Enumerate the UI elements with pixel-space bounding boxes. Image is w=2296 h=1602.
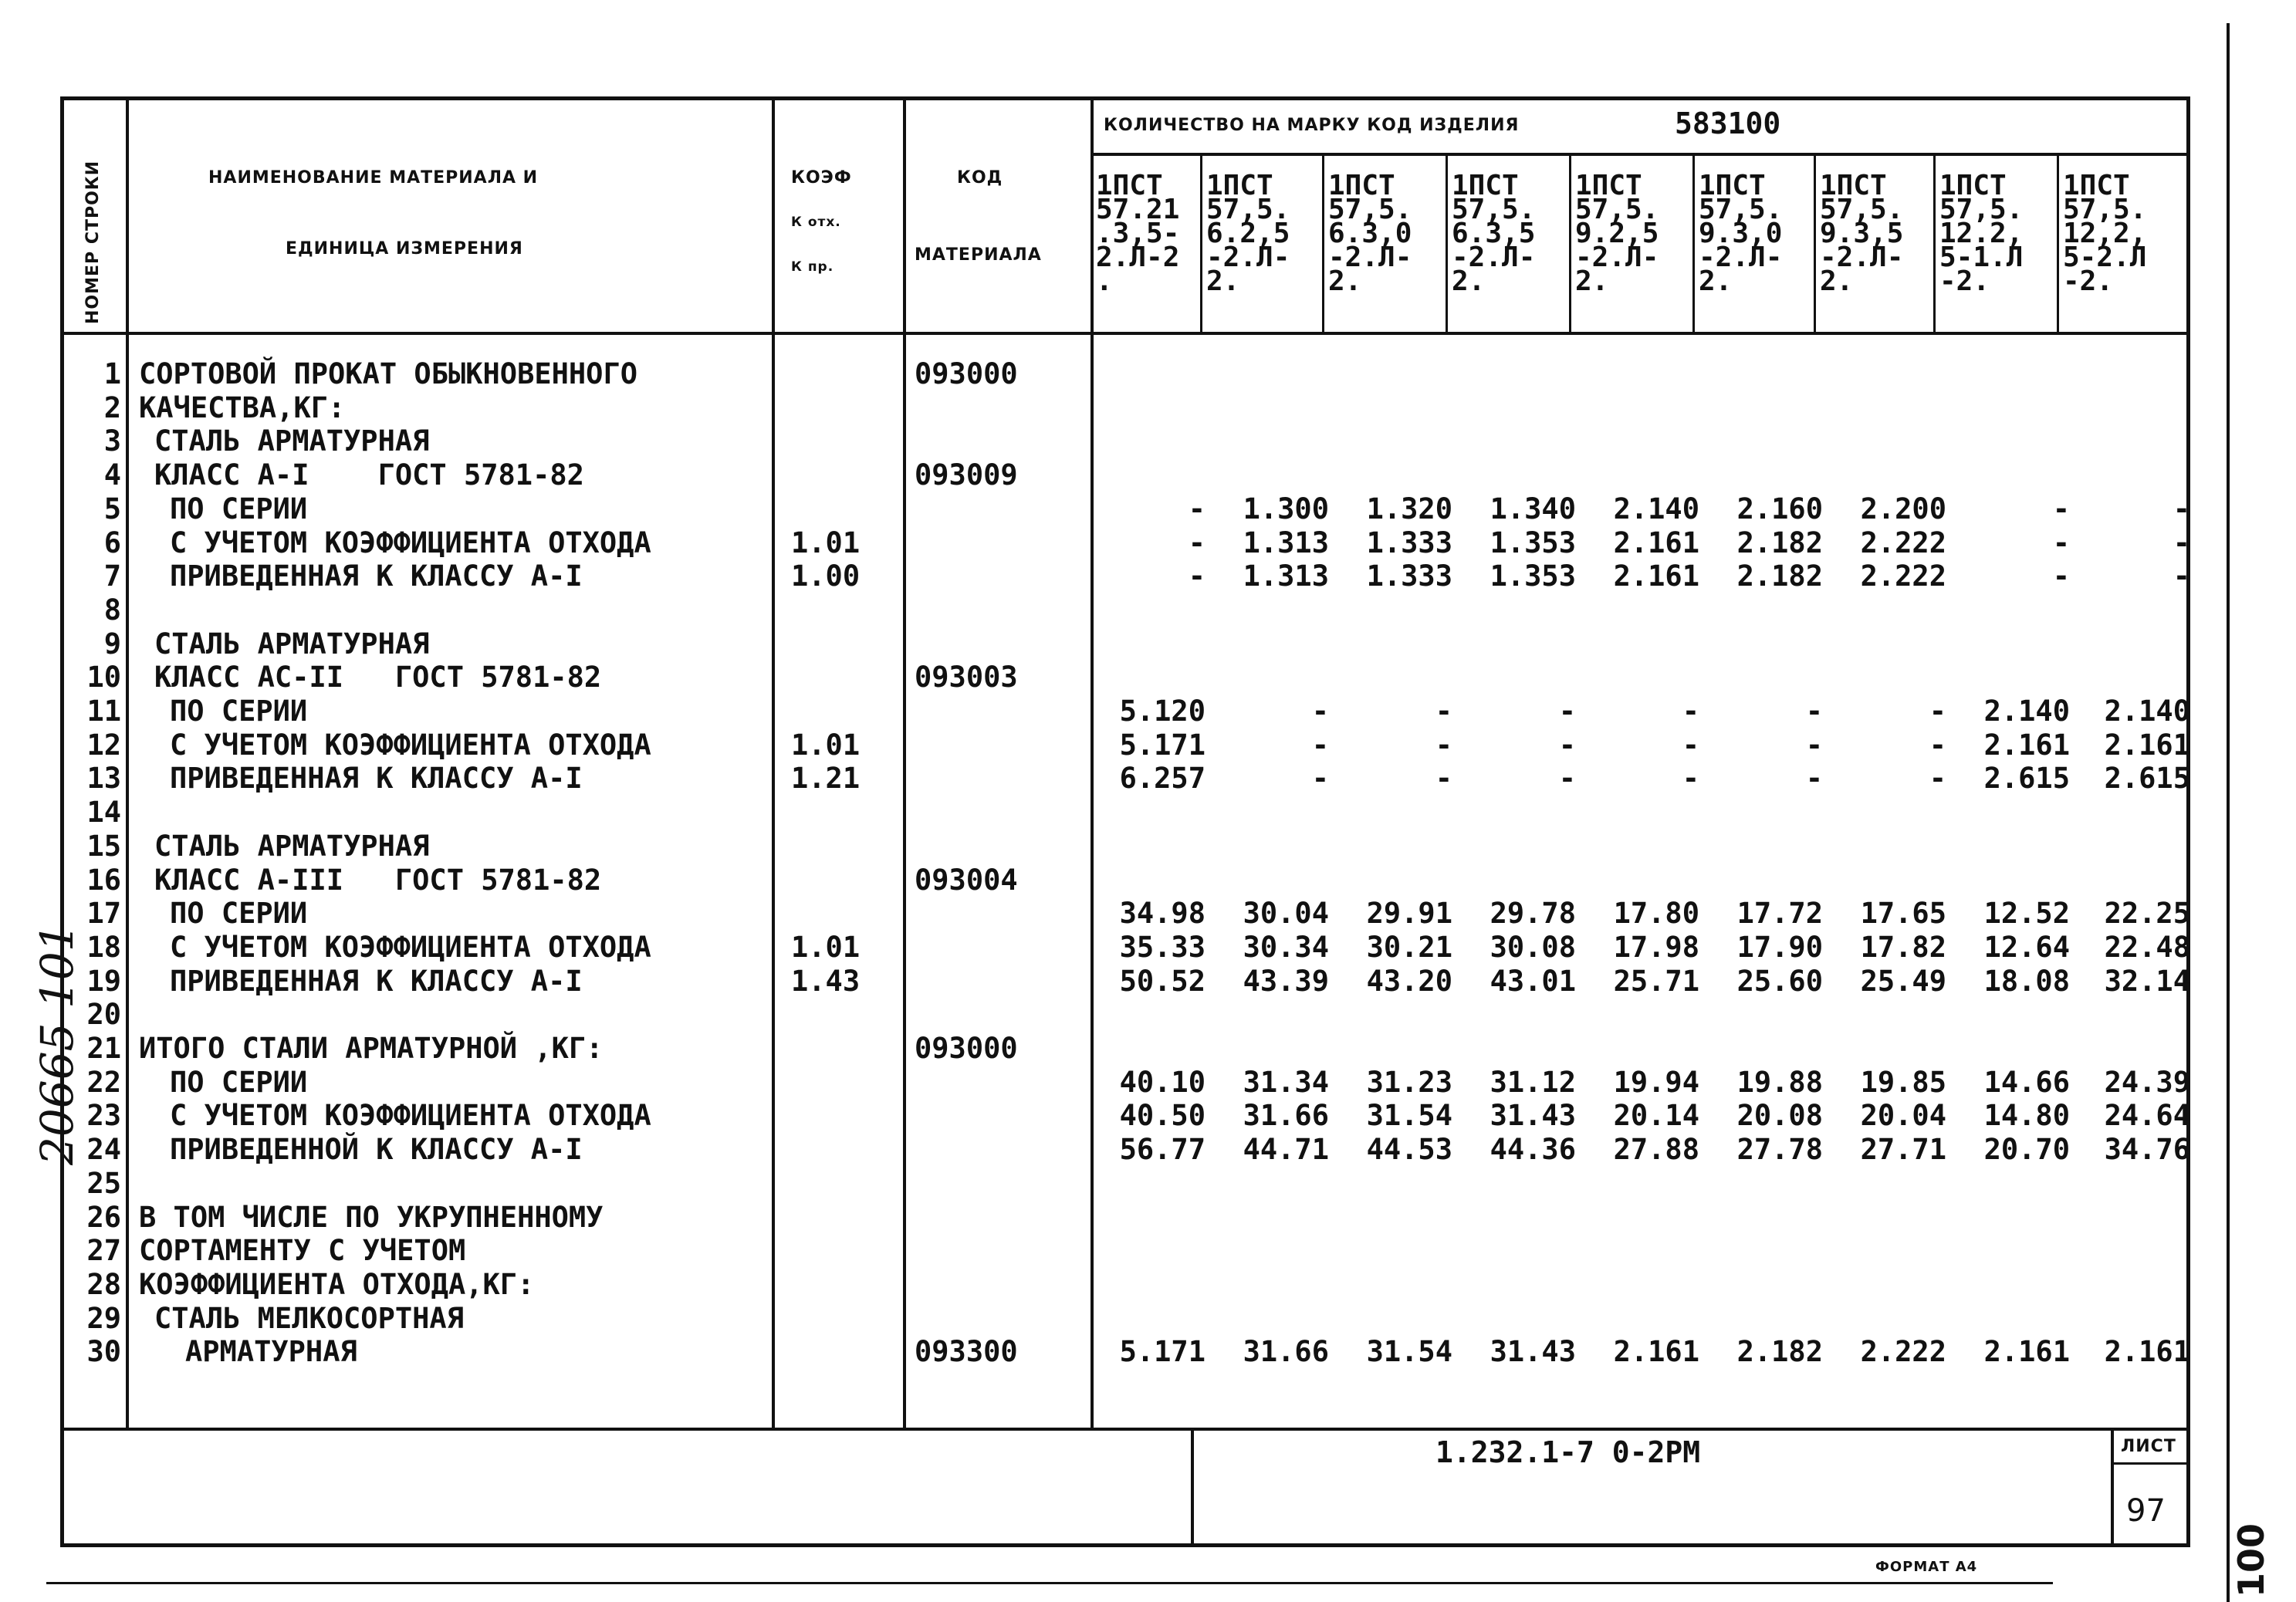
row-number: 4 — [103, 458, 121, 492]
row-number: 25 — [86, 1166, 121, 1200]
row-value: 1.333 — [1366, 526, 1452, 559]
row-number: 7 — [103, 559, 121, 593]
row-value: 17.65 — [1860, 897, 1946, 931]
sheet-number: 97 — [2126, 1493, 2166, 1529]
row-value: 2.161 — [1613, 526, 1699, 559]
row-number: 16 — [86, 863, 121, 897]
mark-header: 1ПСТ 57,5. 12,2, 5-2.Л -2. — [2063, 170, 2147, 297]
row-value: 2.161 — [2104, 1335, 2190, 1369]
row-name: КЛАСС АС-II ГОСТ 5781-82 — [154, 661, 602, 695]
row-value: - — [1805, 762, 1823, 796]
row-number: 9 — [103, 627, 121, 661]
row-number: 30 — [86, 1335, 121, 1369]
row-value: - — [2173, 559, 2190, 593]
name-header-line1: НАИМЕНОВАНИЕ МАТЕРИАЛА И — [208, 168, 539, 188]
row-coef: 1.21 — [791, 762, 861, 796]
row-value: - — [1435, 695, 1452, 728]
row-value: - — [2052, 526, 2070, 559]
row-value: 25.71 — [1613, 964, 1699, 998]
row-number: 13 — [86, 762, 121, 796]
row-value: 19.94 — [1613, 1065, 1699, 1099]
row-value: 29.91 — [1366, 897, 1452, 931]
row-value: 2.140 — [2104, 695, 2190, 728]
row-name: В ТОМ ЧИСЛЕ ПО УКРУПНЕННОМУ — [139, 1200, 604, 1234]
row-number: 23 — [86, 1099, 121, 1133]
row-number: 2 — [103, 390, 121, 424]
row-value: 2.222 — [1860, 526, 1946, 559]
row-value: 1.333 — [1366, 559, 1452, 593]
row-value: - — [2173, 492, 2190, 526]
row-value: 19.88 — [1736, 1065, 1823, 1099]
row-name: КЛАСС А-III ГОСТ 5781-82 — [154, 863, 602, 897]
row-value: - — [1311, 695, 1329, 728]
row-value: 43.39 — [1243, 964, 1329, 998]
row-value: - — [1805, 728, 1823, 762]
row-value: - — [2173, 526, 2190, 559]
frame-left — [60, 96, 64, 1547]
row-value: 17.82 — [1860, 930, 1946, 964]
product-code: 583100 — [1675, 106, 1781, 140]
row-value: 17.98 — [1613, 930, 1699, 964]
row-value: - — [1188, 526, 1205, 559]
row-name: С УЧЕТОМ КОЭФФИЦИЕНТА ОТХОДА — [170, 1099, 651, 1133]
mark-col-line — [1569, 153, 1571, 335]
row-number: 8 — [103, 593, 121, 627]
row-value: 17.72 — [1736, 897, 1823, 931]
mark-header: 1ПСТ 57,5. 6.3,0 -2.Л- 2. — [1328, 170, 1412, 297]
row-value: 43.01 — [1490, 964, 1576, 998]
row-name: КОЭФФИЦИЕНТА ОТХОДА,КГ: — [139, 1267, 535, 1301]
row-value: 44.71 — [1243, 1133, 1329, 1167]
row-name: СОРТОВОЙ ПРОКАТ ОБЫКНОВЕННОГО — [139, 357, 638, 390]
col-line-3 — [903, 96, 906, 1428]
row-material-code: 093300 — [915, 1335, 1018, 1369]
row-number-header: НОМЕР СТРОКИ — [83, 160, 103, 324]
code-header-line2: МАТЕРИАЛА — [915, 245, 1042, 265]
row-value: 6.257 — [1119, 762, 1205, 796]
row-number: 11 — [86, 695, 121, 728]
row-name: СТАЛЬ АРМАТУРНАЯ — [154, 829, 430, 863]
row-value: - — [1805, 695, 1823, 728]
qty-header-label: КОЛИЧЕСТВО НА МАРКУ КОД ИЗДЕЛИЯ — [1104, 116, 1520, 135]
row-value: 24.39 — [2104, 1065, 2190, 1099]
margin-note: 20665 101 — [31, 923, 83, 1165]
row-coef: 1.01 — [791, 728, 861, 762]
row-value: 1.313 — [1243, 559, 1329, 593]
row-value: 12.52 — [1983, 897, 2070, 931]
row-number: 21 — [86, 1032, 121, 1065]
mark-col-line — [1692, 153, 1695, 335]
row-value: 2.140 — [1613, 492, 1699, 526]
row-coef: 1.43 — [791, 964, 861, 998]
row-value: - — [1929, 728, 1946, 762]
row-name: КАЧЕСТВА,КГ: — [139, 390, 346, 424]
row-name: СТАЛЬ АРМАТУРНАЯ — [154, 627, 430, 661]
mark-header: 1ПСТ 57,5. 9.3,5 -2.Л- 2. — [1820, 170, 1904, 297]
row-value: 31.23 — [1366, 1065, 1452, 1099]
row-value: 2.161 — [1983, 1335, 2070, 1369]
row-value: 25.60 — [1736, 964, 1823, 998]
row-value: 20.70 — [1983, 1133, 2070, 1167]
row-value: 17.90 — [1736, 930, 1823, 964]
row-number: 5 — [103, 492, 121, 526]
row-value: 2.161 — [1613, 1335, 1699, 1369]
row-name: ИТОГО СТАЛИ АРМАТУРНОЙ ,КГ: — [139, 1032, 604, 1065]
row-number: 12 — [86, 728, 121, 762]
mark-header: 1ПСТ 57,5. 12.2, 5-1.Л -2. — [1939, 170, 2024, 297]
page-number: 100 — [2230, 1523, 2272, 1597]
row-name: С УЧЕТОМ КОЭФФИЦИЕНТА ОТХОДА — [170, 728, 651, 762]
row-value: 2.161 — [1613, 559, 1699, 593]
row-value: 18.08 — [1983, 964, 2070, 998]
row-number: 29 — [86, 1301, 121, 1335]
coef-header-line2: К отх. — [791, 215, 841, 230]
row-value: 32.14 — [2104, 964, 2190, 998]
row-value: 29.78 — [1490, 897, 1576, 931]
col-line-1 — [126, 96, 129, 1428]
row-value: 31.43 — [1490, 1335, 1576, 1369]
row-value: 14.80 — [1983, 1099, 2070, 1133]
row-coef: 1.01 — [791, 526, 861, 559]
row-number: 14 — [86, 796, 121, 830]
row-material-code: 093004 — [915, 863, 1018, 897]
row-value: 35.33 — [1119, 930, 1205, 964]
row-coef: 1.00 — [791, 559, 861, 593]
row-value: 40.50 — [1119, 1099, 1205, 1133]
row-value: 1.353 — [1490, 526, 1576, 559]
title-block-top — [60, 1428, 2190, 1431]
row-value: 30.21 — [1366, 930, 1452, 964]
frame-top — [60, 96, 2190, 100]
row-name: СТАЛЬ АРМАТУРНАЯ — [154, 424, 430, 458]
row-number: 15 — [86, 829, 121, 863]
row-value: 20.08 — [1736, 1099, 1823, 1133]
mark-col-line — [1933, 153, 1936, 335]
row-value: 22.25 — [2104, 897, 2190, 931]
row-number: 22 — [86, 1065, 121, 1099]
row-value: 31.34 — [1243, 1065, 1329, 1099]
row-value: 1.313 — [1243, 526, 1329, 559]
row-value: 2.222 — [1860, 1335, 1946, 1369]
frame-bottom — [60, 1543, 2190, 1547]
row-number: 28 — [86, 1267, 121, 1301]
row-value: - — [1435, 762, 1452, 796]
row-value: 1.300 — [1243, 492, 1329, 526]
mark-header: 1ПСТ 57,5. 9.2,5 -2.Л- 2. — [1575, 170, 1659, 297]
row-value: 2.160 — [1736, 492, 1823, 526]
row-name: ПО СЕРИИ — [170, 1065, 308, 1099]
row-value: - — [1558, 762, 1576, 796]
document-code: 1.232.1-7 0-2РМ — [1435, 1435, 1701, 1469]
row-value: 2.161 — [1983, 728, 2070, 762]
bottom-rule — [46, 1582, 2053, 1584]
row-value: 50.52 — [1119, 964, 1205, 998]
row-number: 26 — [86, 1200, 121, 1234]
row-value: - — [1558, 695, 1576, 728]
col-line-2 — [772, 96, 775, 1428]
row-material-code: 093009 — [915, 458, 1018, 492]
row-value: 2.200 — [1860, 492, 1946, 526]
row-value: 1.340 — [1490, 492, 1576, 526]
row-value: 12.64 — [1983, 930, 2070, 964]
row-value: - — [2052, 559, 2070, 593]
title-block-divider — [1191, 1428, 1194, 1547]
row-name: ПРИВЕДЕННАЯ К КЛАССУ А-I — [170, 559, 583, 593]
row-value: 22.48 — [2104, 930, 2190, 964]
row-name: КЛАСС А-I ГОСТ 5781-82 — [154, 458, 584, 492]
row-value: 30.34 — [1243, 930, 1329, 964]
row-number: 6 — [103, 526, 121, 559]
row-name: СТАЛЬ МЕЛКОСОРТНАЯ — [154, 1301, 464, 1335]
row-material-code: 093000 — [915, 1032, 1018, 1065]
row-value: - — [1188, 492, 1205, 526]
row-name: ПРИВЕДЕННОЙ К КЛАССУ А-I — [170, 1133, 583, 1167]
header-bottom-line — [60, 332, 2190, 335]
row-value: 40.10 — [1119, 1065, 1205, 1099]
mark-header: 1ПСТ 57,5. 9.3,0 -2.Л- 2. — [1699, 170, 1783, 297]
row-number: 24 — [86, 1133, 121, 1167]
mark-col-line — [1200, 153, 1202, 335]
row-number: 18 — [86, 930, 121, 964]
row-value: 20.04 — [1860, 1099, 1946, 1133]
row-value: 2.161 — [2104, 728, 2190, 762]
row-name: ПРИВЕДЕННАЯ К КЛАССУ А-I — [170, 762, 583, 796]
sheet-cell-left — [2111, 1428, 2114, 1547]
row-value: 34.76 — [2104, 1133, 2190, 1167]
row-value: 20.14 — [1613, 1099, 1699, 1133]
row-coef: 1.01 — [791, 930, 861, 964]
row-value: 25.49 — [1860, 964, 1946, 998]
row-name: СОРТАМЕНТУ С УЧЕТОМ — [139, 1234, 466, 1268]
row-value: 43.20 — [1366, 964, 1452, 998]
row-value: - — [1929, 695, 1946, 728]
row-value: 2.182 — [1736, 1335, 1823, 1369]
row-material-code: 093003 — [915, 661, 1018, 695]
code-header-line1: КОД — [957, 168, 1003, 188]
row-value: 1.320 — [1366, 492, 1452, 526]
row-material-code: 093000 — [915, 357, 1018, 390]
row-value: 2.140 — [1983, 695, 2070, 728]
sheet-label: ЛИСТ — [2121, 1437, 2176, 1456]
row-value: - — [1929, 762, 1946, 796]
row-value: 31.43 — [1490, 1099, 1576, 1133]
row-value: 24.64 — [2104, 1099, 2190, 1133]
format-label: ФОРМАТ А4 — [1875, 1559, 1978, 1575]
row-value: 27.71 — [1860, 1133, 1946, 1167]
row-value: 2.182 — [1736, 559, 1823, 593]
row-name: С УЧЕТОМ КОЭФФИЦИЕНТА ОТХОДА — [170, 526, 651, 559]
mark-col-line — [1814, 153, 1816, 335]
row-value: 31.12 — [1490, 1065, 1576, 1099]
mark-header: 1ПСТ 57,5. 6.3,5 -2.Л- 2. — [1452, 170, 1536, 297]
row-name: АРМАТУРНАЯ — [185, 1335, 357, 1369]
row-name: ПРИВЕДЕННАЯ К КЛАССУ А-I — [170, 964, 583, 998]
row-value: - — [1311, 762, 1329, 796]
frame-right — [2186, 96, 2190, 1547]
row-number: 17 — [86, 897, 121, 931]
row-value: 31.66 — [1243, 1335, 1329, 1369]
row-value: 5.120 — [1119, 695, 1205, 728]
row-value: - — [1435, 728, 1452, 762]
row-value: 30.08 — [1490, 930, 1576, 964]
row-value: 5.171 — [1119, 1335, 1205, 1369]
row-value: - — [2052, 492, 2070, 526]
row-number: 10 — [86, 661, 121, 695]
mark-header: 1ПСТ 57,5. 6.2,5 -2.Л- 2. — [1206, 170, 1290, 297]
page-edge-line — [2227, 23, 2230, 1602]
row-value: 5.171 — [1119, 728, 1205, 762]
row-number: 1 — [103, 357, 121, 390]
row-value: 27.78 — [1736, 1133, 1823, 1167]
row-value: 56.77 — [1119, 1133, 1205, 1167]
row-value: 2.182 — [1736, 526, 1823, 559]
row-value: 17.80 — [1613, 897, 1699, 931]
mark-col-line — [2057, 153, 2059, 335]
row-value: 44.53 — [1366, 1133, 1452, 1167]
row-name: ПО СЕРИИ — [170, 897, 308, 931]
row-value: 31.66 — [1243, 1099, 1329, 1133]
row-number: 27 — [86, 1234, 121, 1268]
mark-header: 1ПСТ 57.21 .3,5- 2.Л-2 . — [1096, 170, 1180, 297]
row-name: С УЧЕТОМ КОЭФФИЦИЕНТА ОТХОДА — [170, 930, 651, 964]
row-number: 20 — [86, 998, 121, 1032]
row-value: 31.54 — [1366, 1335, 1452, 1369]
row-value: 1.353 — [1490, 559, 1576, 593]
row-value: 27.88 — [1613, 1133, 1699, 1167]
row-value: 19.85 — [1860, 1065, 1946, 1099]
row-value: - — [1558, 728, 1576, 762]
row-name: ПО СЕРИИ — [170, 492, 308, 526]
row-value: - — [1311, 728, 1329, 762]
row-number: 3 — [103, 424, 121, 458]
row-value: 2.615 — [2104, 762, 2190, 796]
row-value: 14.66 — [1983, 1065, 2070, 1099]
row-value: - — [1682, 695, 1699, 728]
row-number: 19 — [86, 964, 121, 998]
row-value: 44.36 — [1490, 1133, 1576, 1167]
coef-header-line1: КОЭФ — [791, 168, 852, 188]
row-value: 2.615 — [1983, 762, 2070, 796]
qty-header-line — [1091, 153, 2190, 156]
row-value: 30.04 — [1243, 897, 1329, 931]
row-value: - — [1188, 559, 1205, 593]
coef-header-line3: К пр. — [791, 259, 834, 275]
row-value: 31.54 — [1366, 1099, 1452, 1133]
name-header-line2: ЕДИНИЦА ИЗМЕРЕНИЯ — [286, 239, 523, 259]
row-value: 2.222 — [1860, 559, 1946, 593]
row-name: ПО СЕРИИ — [170, 695, 308, 728]
mark-col-line — [1446, 153, 1448, 335]
sheet-cell-mid — [2111, 1462, 2188, 1465]
mark-col-line — [1322, 153, 1324, 335]
row-value: 34.98 — [1119, 897, 1205, 931]
row-value: - — [1682, 762, 1699, 796]
row-value: - — [1682, 728, 1699, 762]
